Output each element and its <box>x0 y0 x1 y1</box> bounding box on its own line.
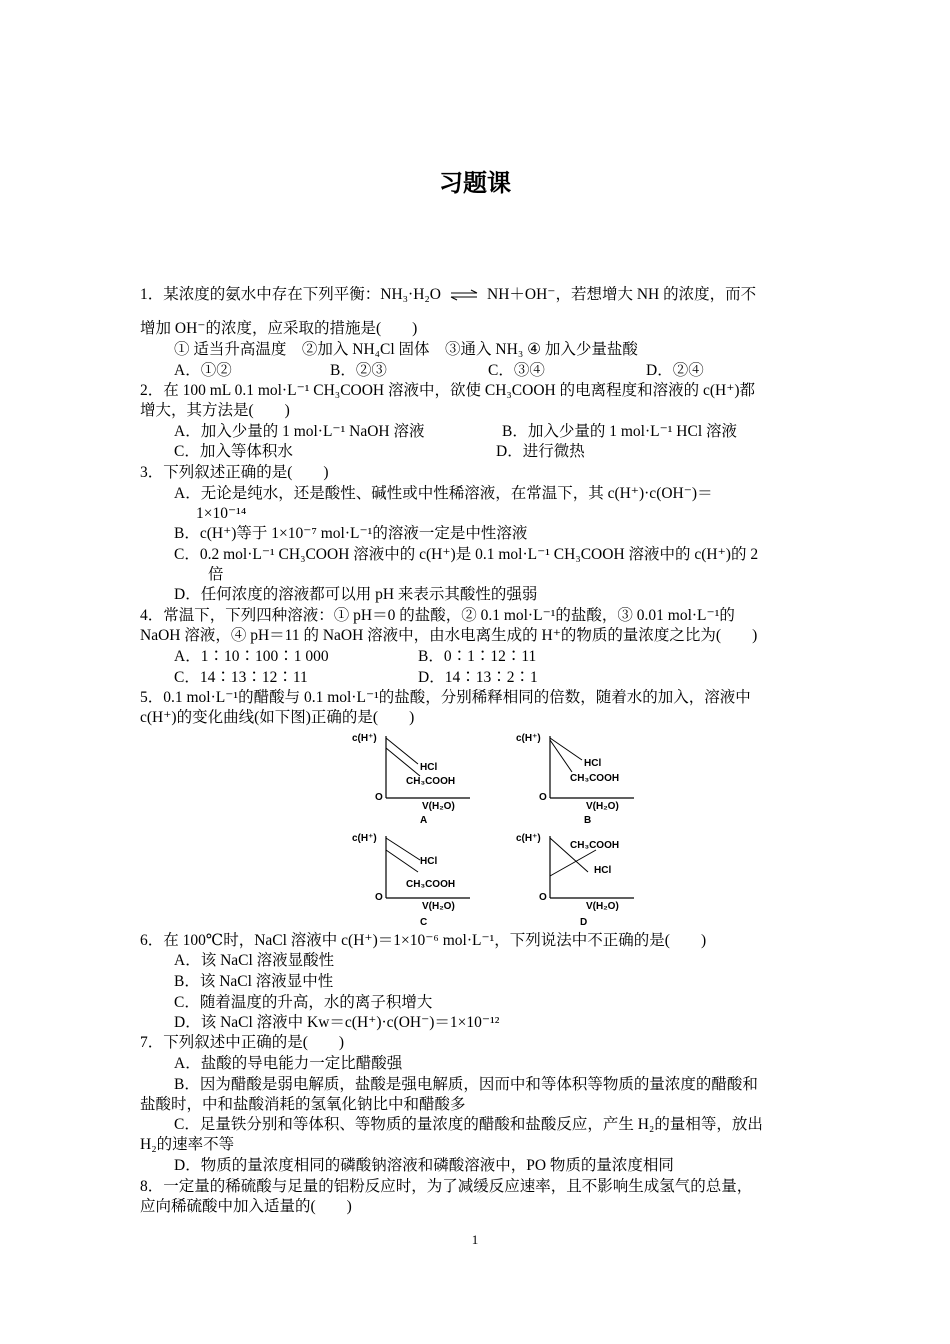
q2-line-2: 增大，其方法是( ) <box>140 402 290 419</box>
q6-option-d: D．该 NaCl 溶液中 Kw＝c(H⁺)·c(OH⁻)＝1×10⁻¹² <box>174 1014 500 1031</box>
q3-option-b: B．c(H⁺)等于 1×10⁻⁷ mol·L⁻¹的溶液一定是中性溶液 <box>174 525 528 542</box>
page-title: 习题课 <box>439 169 511 197</box>
q3-option-a-line-1: A．无论是纯水，还是酸性、碱性或中性稀溶液，在常温下，其 c(H⁺)·c(OH⁻)＝ <box>174 485 713 502</box>
page-number: 1 <box>471 1232 479 1247</box>
graph-a <box>348 728 483 828</box>
q4-option-c: C．14∶13∶12∶11 <box>174 669 308 686</box>
q7-option-c-line-1: C．足量铁分别和等体积、等物质的量浓度的醋酸和盐酸反应，产生 H₂的量相等，放出 <box>174 1116 763 1133</box>
graph-c-y-label: c(H⁺) <box>352 833 377 844</box>
q7-option-b-line-1: B．因为醋酸是弱电解质，盐酸是强电解质，因而中和等体积等物质的量浓度的醋酸和 <box>174 1076 758 1093</box>
q8-line-1: 8．一定量的稀硫酸与足量的铝粉反应时，为了减缓反应速率，且不影响生成氢气的总量， <box>140 1178 753 1195</box>
graph-d-bottom-label: HCl <box>594 865 612 876</box>
graph-a-y-label: c(H⁺) <box>352 733 377 744</box>
q6-option-c: C．随着温度的升高，水的离子积增大 <box>174 994 433 1011</box>
q7-stem: 7．下列叙述中正确的是( ) <box>140 1034 345 1051</box>
q6-option-b: B．该 NaCl 溶液显中性 <box>174 973 334 990</box>
q1-text-a: 1．某浓度的氨水中存在下列平衡：NH₃·H₂O <box>140 286 441 303</box>
graph-a-origin: O <box>375 792 383 803</box>
q2-option-a: A．加入少量的 1 mol·L⁻¹ NaOH 溶液 <box>174 423 425 440</box>
graph-c-origin: O <box>375 892 383 903</box>
q1-text-b: NH＋OH⁻，若想增大 NH 的浓度，而不 <box>487 286 757 303</box>
graph-a-bottom-label: CH₃COOH <box>406 776 456 787</box>
q3-option-c-line-1: C．0.2 mol·L⁻¹ CH₃COOH 溶液中的 c(H⁺)是 0.1 mol·L⁻¹ CH₃COOH 溶液中的 c(H⁺)的 2 <box>174 546 759 563</box>
q5-line-2: c(H⁺)的变化曲线(如下图)正确的是( ) <box>140 709 415 726</box>
graph-c <box>348 828 483 928</box>
q3-option-c-line-2: 倍 <box>208 566 224 583</box>
q6-option-a: A．该 NaCl 溶液显酸性 <box>174 952 335 969</box>
graph-d-origin: O <box>539 892 547 903</box>
q4-option-a: A．1∶10∶100∶1 000 <box>174 648 329 665</box>
q1-line-1 <box>140 285 756 305</box>
q3-option-d: D．任何浓度的溶液都可以用 pH 来表示其酸性的强弱 <box>174 586 538 603</box>
graph-a-label: A <box>420 815 428 826</box>
graph-a-x-label: V(H₂O) <box>422 801 455 812</box>
graph-c-label: C <box>420 917 428 928</box>
graph-c-top-label: HCl <box>420 856 438 867</box>
graph-c-x-label: V(H₂O) <box>422 901 455 912</box>
q2-line-1: 2．在 100 mL 0.1 mol·L⁻¹ CH₃COOH 溶液中，欲使 CH₃COOH 的电离程度和溶液的 c(H⁺)都 <box>140 382 756 399</box>
q5-line-1: 5．0.1 mol·L⁻¹的醋酸与 0.1 mol·L⁻¹的盐酸，分别稀释相同的倍数，随着水的加入，溶液中 <box>140 689 751 706</box>
q2-option-b: B．加入少量的 1 mol·L⁻¹ HCl 溶液 <box>502 423 737 440</box>
q1-line-2: 增加 OH⁻的浓度，应采取的措施是( ) <box>140 320 418 337</box>
q2-option-d: D．进行微热 <box>496 443 585 460</box>
graph-c-bottom-label: CH₃COOH <box>406 879 456 890</box>
graph-b-origin: O <box>539 792 547 803</box>
q7-option-b-line-2: 盐酸时，中和盐酸消耗的氢氧化钠比中和醋酸多 <box>140 1096 466 1113</box>
q3-option-a-line-2: 1×10⁻¹⁴ <box>196 505 247 522</box>
graph-d-x-label: V(H₂O) <box>586 901 619 912</box>
graph-b-y-label: c(H⁺) <box>516 733 541 744</box>
graph-b-bottom-label: CH₃COOH <box>570 773 620 784</box>
equilibrium-arrow-icon <box>449 288 479 302</box>
q1-option-b: B．②③ <box>330 362 387 379</box>
q7-option-d: D．物质的量浓度相同的磷酸钠溶液和磷酸溶液中，PO 物质的量浓度相同 <box>174 1157 674 1174</box>
graph-a-top-label: HCl <box>420 762 438 773</box>
q4-line-2: NaOH 溶液，④ pH＝11 的 NaOH 溶液中，由水电离生成的 H⁺的物质的量浓度之比为( ) <box>140 627 758 644</box>
q4-option-d: D．14∶13∶2∶1 <box>418 669 538 686</box>
graph-d <box>512 828 647 928</box>
q6-stem: 6．在 100℃时，NaCl 溶液中 c(H⁺)＝1×10⁻⁶ mol·L⁻¹，下列说法中不正确的是( ) <box>140 932 707 949</box>
q1-option-d: D．②④ <box>646 362 704 379</box>
graph-b-x-label: V(H₂O) <box>586 801 619 812</box>
graph-d-label: D <box>580 917 588 928</box>
graph-d-top-label: CH₃COOH <box>570 840 620 851</box>
q7-option-a: A．盐酸的导电能力一定比醋酸强 <box>174 1055 403 1072</box>
q1-measures: ① 适当升高温度 ②加入 NH₄Cl 固体 ③通入 NH₃ ④ 加入少量盐酸 <box>174 341 638 358</box>
q7-option-c-line-2: H₂的速率不等 <box>140 1136 235 1153</box>
q3-stem: 3．下列叙述正确的是( ) <box>140 464 329 481</box>
graph-d-y-label: c(H⁺) <box>516 833 541 844</box>
q4-option-b: B．0∶1∶12∶11 <box>418 648 537 665</box>
graph-b <box>512 728 647 828</box>
q1-option-c: C．③④ <box>488 362 545 379</box>
q1-option-a: A．①② <box>174 362 232 379</box>
q8-line-2: 应向稀硫酸中加入适量的( ) <box>140 1198 352 1215</box>
graph-b-top-label: HCl <box>584 758 602 769</box>
q2-option-c: C．加入等体积水 <box>174 443 293 460</box>
q4-line-1: 4．常温下，下列四种溶液：① pH＝0 的盐酸，② 0.1 mol·L⁻¹的盐酸，③ 0.01 mol·L⁻¹的 <box>140 607 735 624</box>
graph-b-label: B <box>584 815 592 826</box>
